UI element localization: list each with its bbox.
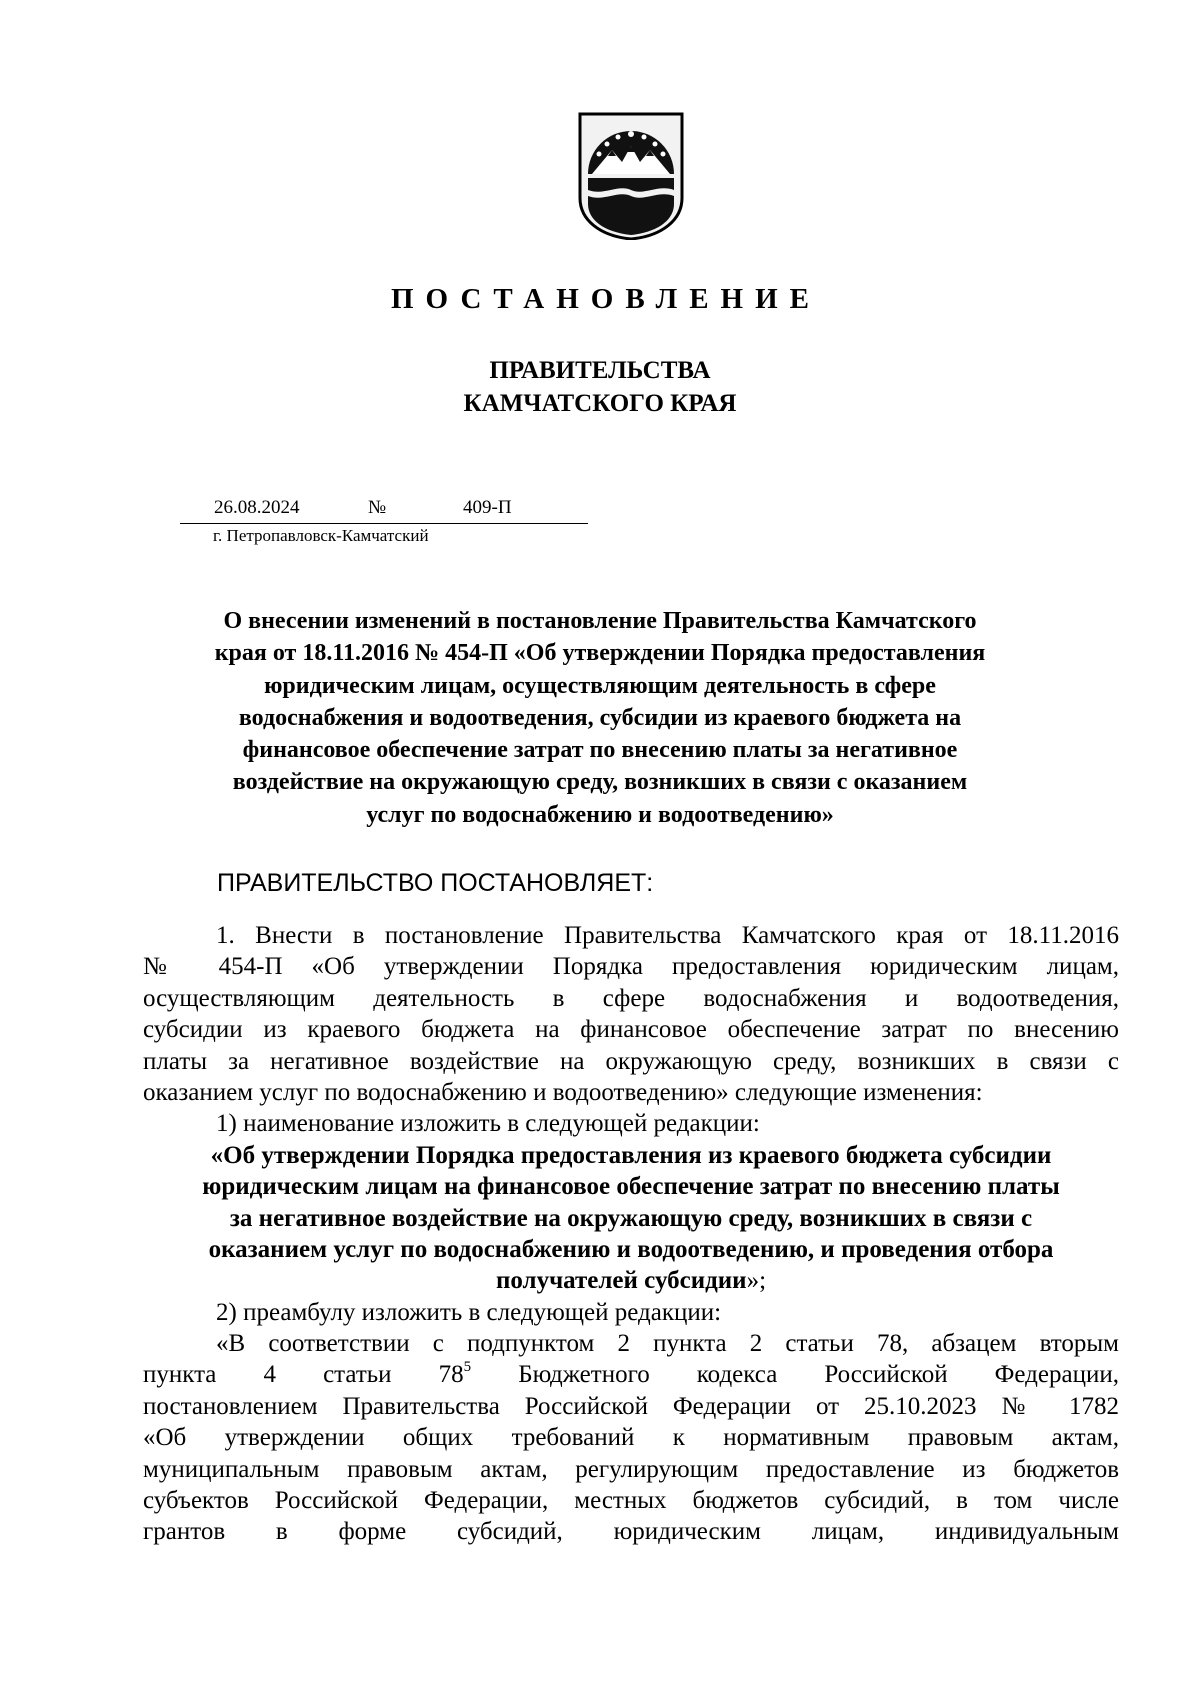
paragraph-line: «В соответствии с подпунктом 2 пункта 2 статьи 78, абзацем вторым xyxy=(216,1330,1119,1358)
title-line: воздействие на окружающую среду, возникших в связи с оказанием xyxy=(232,769,968,796)
document-type-heading: ПОСТАНОВЛЕНИЕ xyxy=(390,283,821,315)
new-title-line: «Об утверждении Порядка предоставления из краевого бюджета субсидии xyxy=(210,1141,1052,1169)
title-line: финансовое обеспечение затрат по внесению платы за негативное xyxy=(242,737,958,764)
city-name: г. Петропавловск-Камчатский xyxy=(213,526,429,545)
document-date: 26.08.2024 xyxy=(214,497,300,518)
issuer-line: КАМЧАТСКОГО КРАЯ xyxy=(463,390,737,417)
paragraph-line: № 454-П «Об утверждении Порядка предоставления юридическим лицам, xyxy=(143,953,1119,981)
new-title-line: юридическим лицам на финансовое обеспечение затрат по внесению платы xyxy=(202,1173,1060,1201)
paragraph-line: муниципальным правовым актам, регулирующим предоставление из бюджетов xyxy=(143,1455,1119,1483)
paragraph-line: субсидии из краевого бюджета на финансовое обеспечение затрат по внесению xyxy=(143,1016,1119,1044)
new-title-line: оказанием услуг по водоснабжению и водоотведению, и проведения отбора xyxy=(208,1235,1054,1263)
document-number: 409-П xyxy=(463,497,512,518)
title-line: О внесении изменений в постановление Правительства Камчатского xyxy=(223,608,977,634)
title-line: водоснабжения и водоотведения, субсидии из краевого бюджета на xyxy=(238,704,962,731)
paragraph-line: осуществляющим деятельность в сфере водоснабжения и водоотведения, xyxy=(143,984,1119,1012)
paragraph-line: субъектов Российской Федерации, местных бюджетов субсидий, в том числе xyxy=(143,1487,1119,1515)
paragraph-line: постановлением Правительства Российской Федерации от 25.10.2023 № 1782 xyxy=(143,1392,1119,1420)
title-line: услуг по водоснабжению и водоотведению» xyxy=(366,801,834,828)
new-title-closing: »; xyxy=(746,1267,767,1295)
paragraph-line: 1. Внести в постановление Правительства Камчатского края от 18.11.2016 xyxy=(216,922,1119,949)
title-line: юридическим лицам, осуществляющим деятельность в сфере xyxy=(264,672,936,699)
article-superscript: 5 xyxy=(463,1359,472,1376)
decree-phrase: ПРАВИТЕЛЬСТВО ПОСТАНОВЛЯЕТ: xyxy=(217,869,654,897)
code-reference: Бюджетного кодекса Российской Федерации, xyxy=(471,1361,1119,1389)
new-title-line: за негативное воздействие на окружающую среду, возникших в связи с xyxy=(229,1204,1033,1232)
issuer-heading xyxy=(0,354,1200,420)
paragraph-line xyxy=(143,1359,1119,1390)
number-sign: № xyxy=(368,497,387,518)
paragraph-line: «Об утверждении общих требований к нормативным правовым актам, xyxy=(143,1424,1119,1452)
list-item: 1) наименование изложить в следующей редакции: xyxy=(216,1110,760,1138)
coat-of-arms-icon xyxy=(578,112,684,240)
paragraph-line: платы за негативное воздействие на окружающую среду, возникших в связи с xyxy=(143,1047,1119,1075)
document-body xyxy=(143,920,1119,1548)
new-title-ending: получателей субсидии xyxy=(495,1267,747,1295)
title-line: края от 18.11.2016 № 454-П «Об утверждении Порядка предоставления xyxy=(214,640,986,667)
paragraph-line: грантов в форме субсидий, юридическим лицам, индивидуальным xyxy=(143,1518,1119,1546)
document-title xyxy=(0,605,1200,831)
article-reference: пункта 4 статьи 78 xyxy=(143,1361,464,1389)
list-item: 2) преамбулу изложить в следующей редакции: xyxy=(216,1298,722,1326)
new-title-line xyxy=(143,1265,1119,1296)
date-number-line xyxy=(180,493,588,524)
paragraph-line: оказанием услуг по водоснабжению и водоотведению» следующие изменения: xyxy=(143,1078,983,1106)
issuer-line: ПРАВИТЕЛЬСТВА xyxy=(489,357,711,384)
